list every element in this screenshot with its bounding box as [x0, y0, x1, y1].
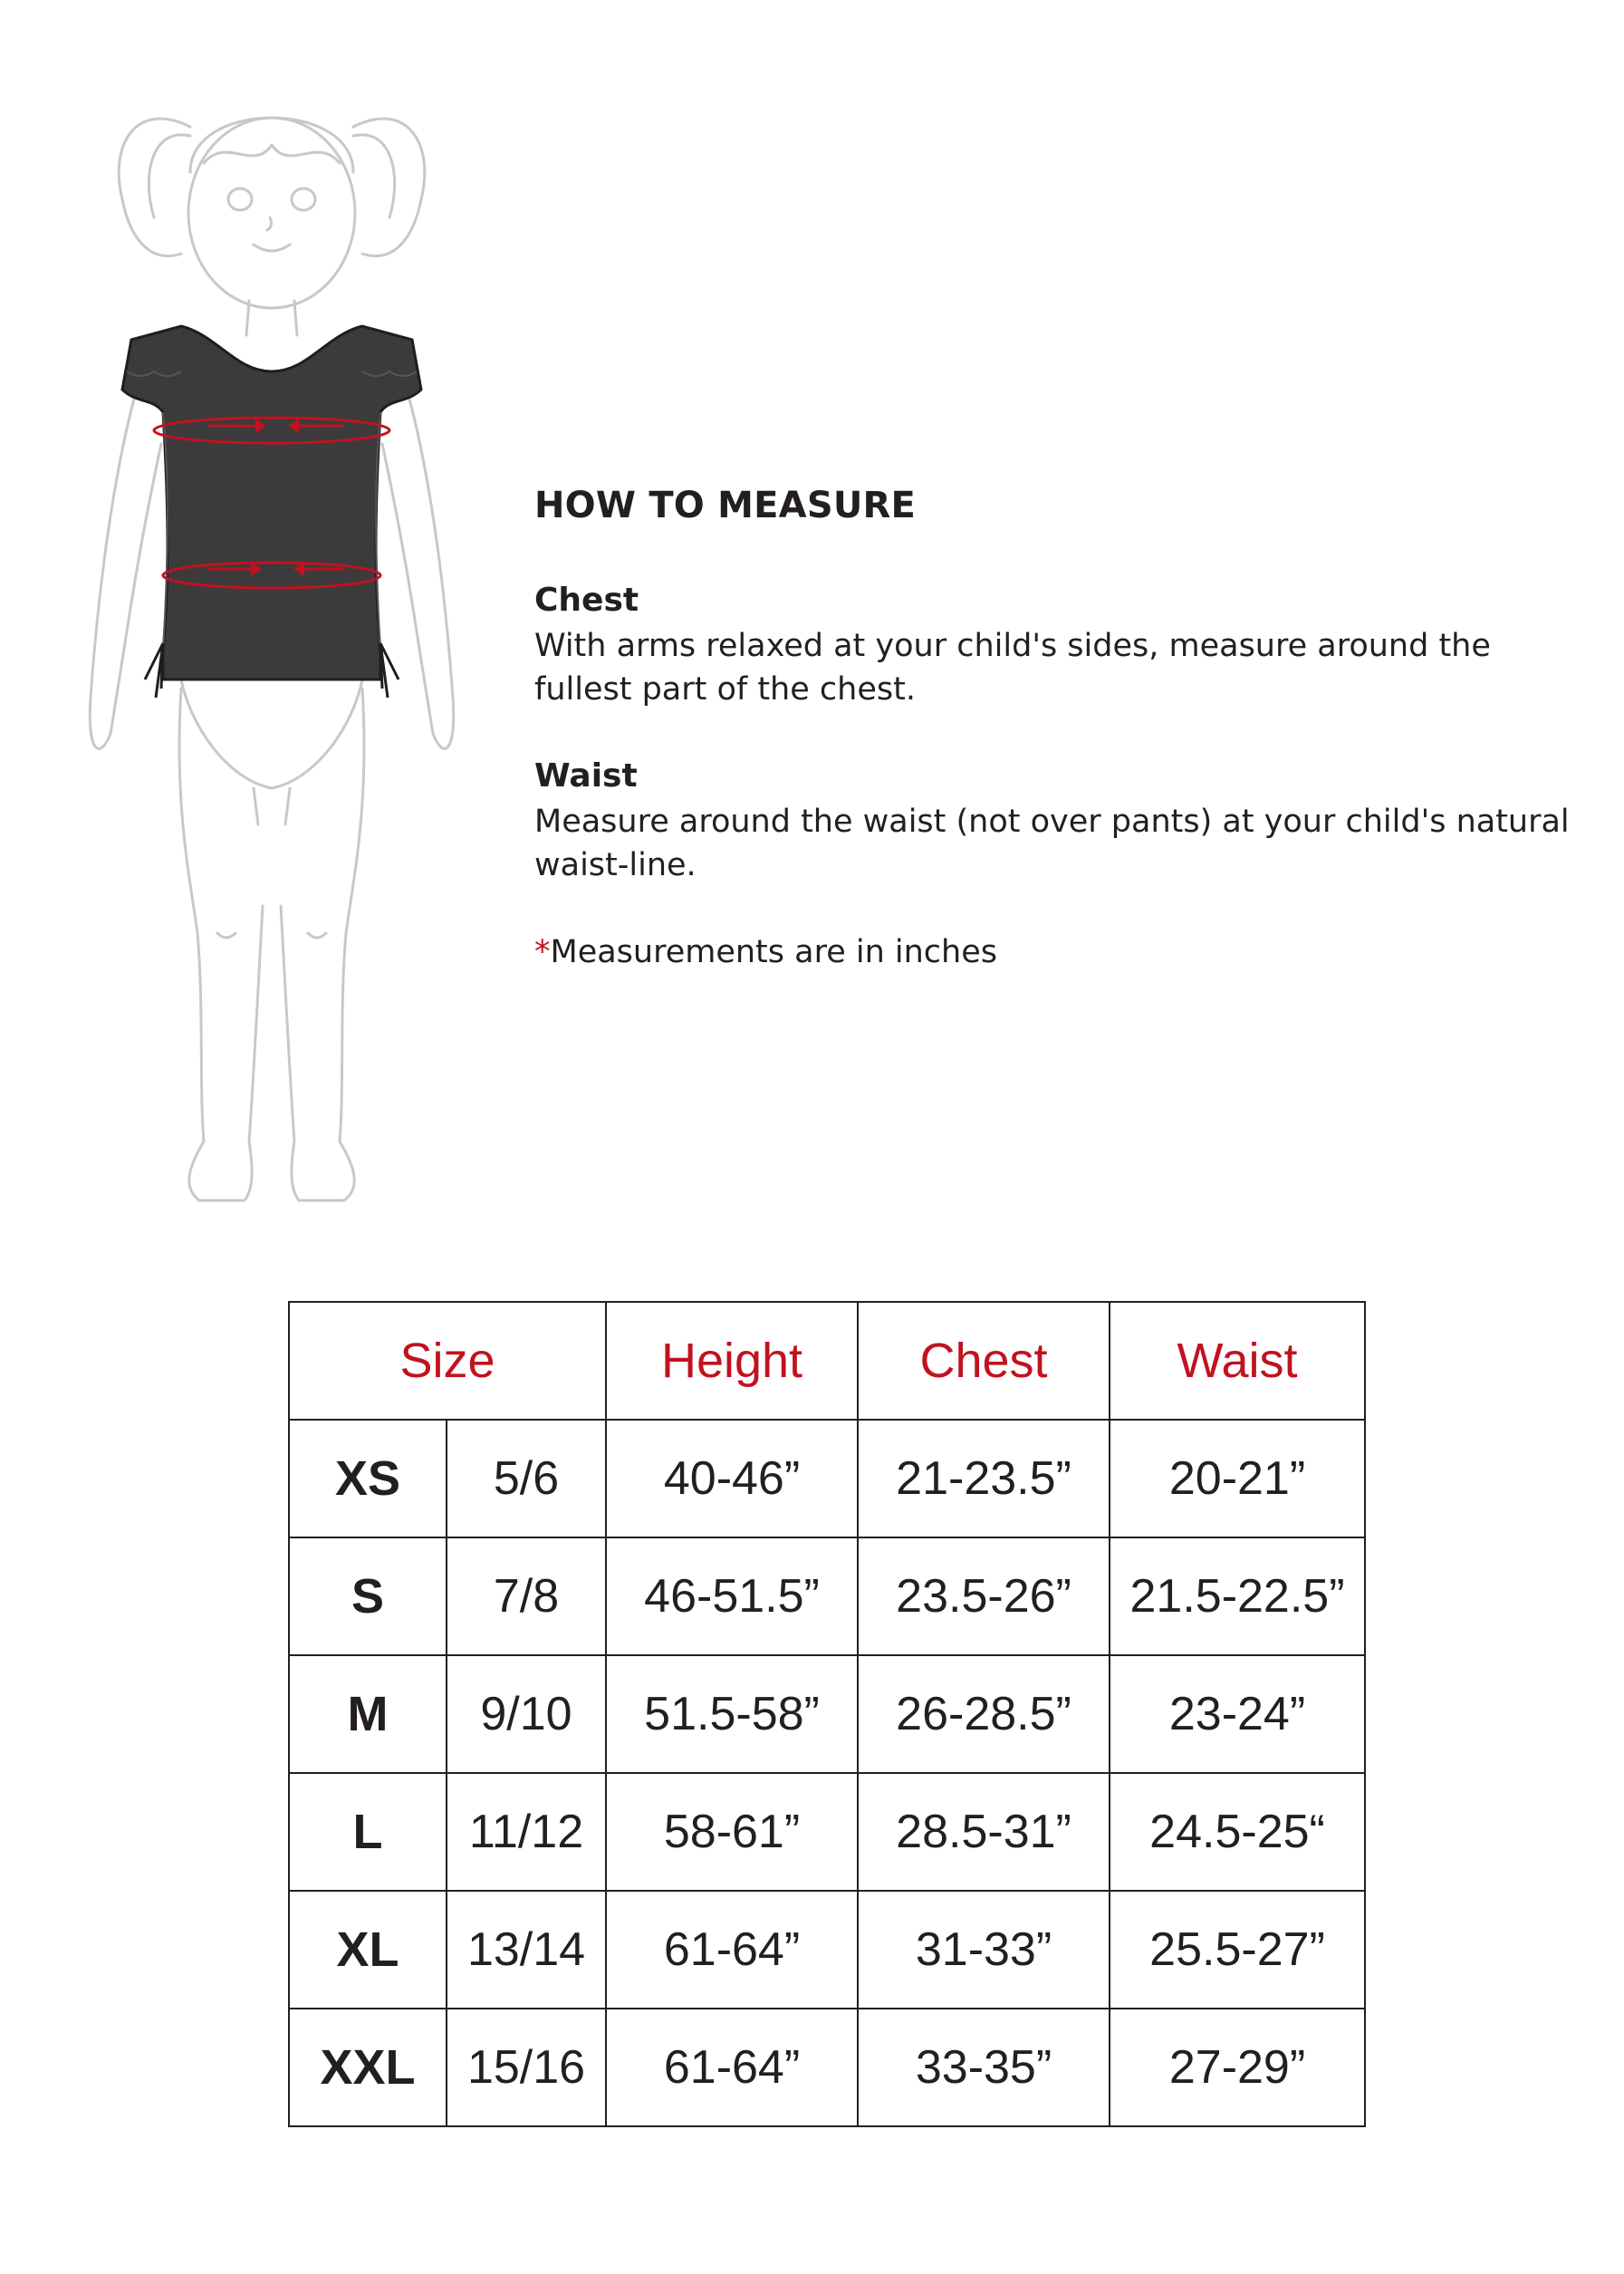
- height-value: 40-46”: [606, 1420, 858, 1537]
- chest-title: Chest: [534, 582, 639, 619]
- header-height: Height: [606, 1302, 858, 1420]
- waist-value: 20-21”: [1110, 1420, 1365, 1537]
- height-value: 46-51.5”: [606, 1537, 858, 1655]
- table-row: [289, 2009, 1365, 2126]
- size-code: S: [289, 1537, 447, 1655]
- waist-value: 23-24”: [1110, 1655, 1365, 1773]
- header-size: Size: [289, 1302, 606, 1420]
- chest-value: 28.5-31”: [858, 1773, 1110, 1891]
- size-code: XXL: [289, 2009, 447, 2126]
- height-value: 61-64”: [606, 1891, 858, 2009]
- height-value: 58-61”: [606, 1773, 858, 1891]
- table-row: [289, 1537, 1365, 1655]
- table-row: [289, 1773, 1365, 1891]
- chest-value: 33-35”: [858, 2009, 1110, 2126]
- age-range: 7/8: [447, 1537, 606, 1655]
- chest-value: 21-23.5”: [858, 1420, 1110, 1537]
- age-range: 13/14: [447, 1891, 606, 2009]
- how-to-measure-heading: HOW TO MEASURE: [534, 485, 917, 526]
- size-chart-table: [288, 1301, 1366, 2127]
- size-code: XS: [289, 1420, 447, 1537]
- waist-value: 21.5-22.5”: [1110, 1537, 1365, 1655]
- age-range: 15/16: [447, 2009, 606, 2126]
- size-code: XL: [289, 1891, 447, 2009]
- waist-value: 24.5-25“: [1110, 1773, 1365, 1891]
- table-header-row: [289, 1302, 1365, 1420]
- size-code: L: [289, 1773, 447, 1891]
- waist-instructions: Measure around the waist (not over pants) at your child's natural waist-line.: [534, 804, 1570, 883]
- measurement-note: [534, 930, 1576, 974]
- header-waist: Waist: [1110, 1302, 1365, 1420]
- age-range: 5/6: [447, 1420, 606, 1537]
- note-text: Measurements are in inches: [550, 934, 998, 970]
- age-range: 11/12: [447, 1773, 606, 1891]
- chest-value: 26-28.5”: [858, 1655, 1110, 1773]
- height-value: 61-64”: [606, 2009, 858, 2126]
- height-value: 51.5-58”: [606, 1655, 858, 1773]
- chest-value: 23.5-26”: [858, 1537, 1110, 1655]
- size-code: M: [289, 1655, 447, 1773]
- waist-value: 25.5-27”: [1110, 1891, 1365, 2009]
- chest-value: 31-33”: [858, 1891, 1110, 2009]
- table-row: [289, 1655, 1365, 1773]
- child-figure-illustration: [54, 63, 489, 1232]
- waist-title: Waist: [534, 757, 638, 795]
- waist-value: 27-29”: [1110, 2009, 1365, 2126]
- how-to-measure-section: [534, 485, 1576, 974]
- header-chest: Chest: [858, 1302, 1110, 1420]
- table-row: [289, 1420, 1365, 1537]
- age-range: 9/10: [447, 1655, 606, 1773]
- note-asterisk: *: [534, 934, 551, 970]
- table-row: [289, 1891, 1365, 2009]
- chest-instructions: With arms relaxed at your child's sides, measure around the fullest part of the chest.: [534, 628, 1491, 708]
